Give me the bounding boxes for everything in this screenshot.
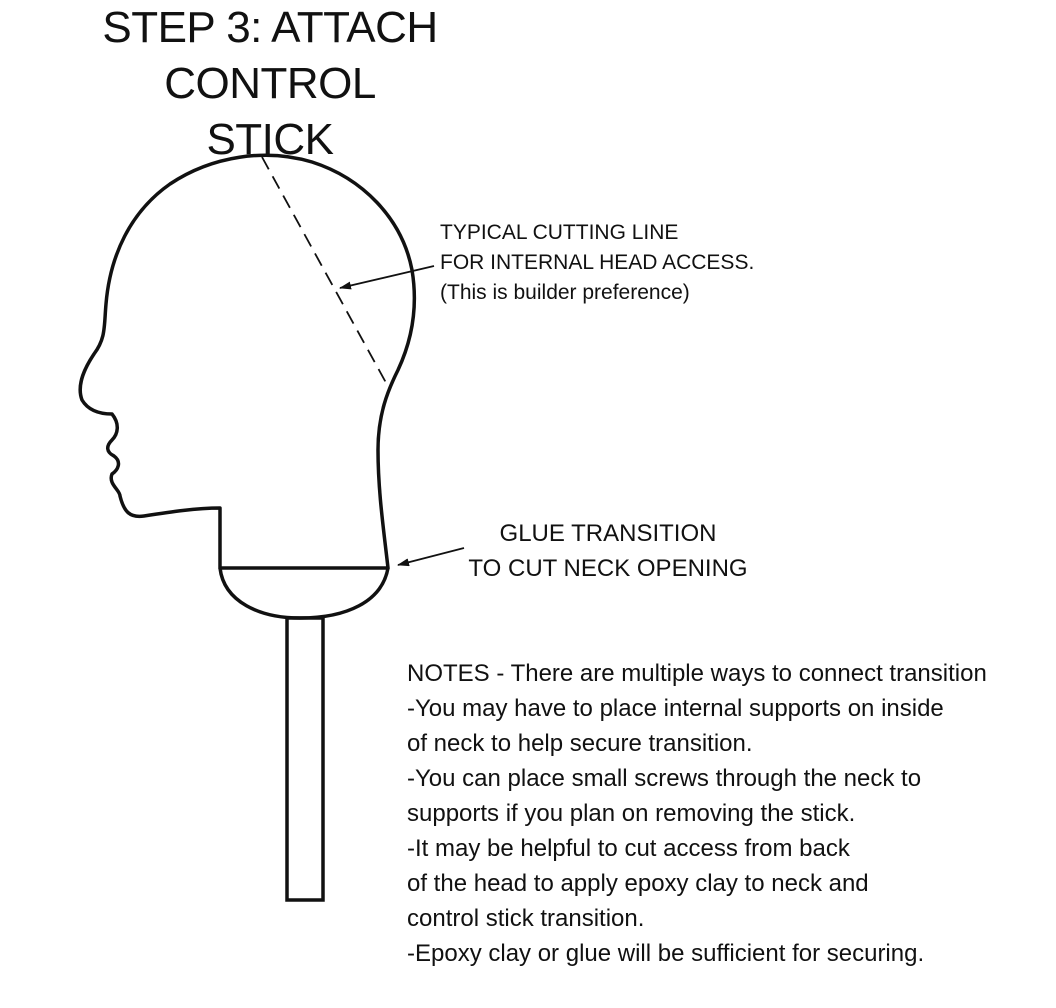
neck-transition [220, 568, 388, 618]
glue-transition-callout-line-2: TO CUT NECK OPENING [468, 555, 748, 582]
notes-line: control stick transition. [407, 905, 645, 932]
glue-transition-callout-line-1: GLUE TRANSITION [499, 520, 717, 547]
glue-transition-arrow [398, 548, 464, 565]
title-line-2: STICK [206, 115, 334, 164]
cutting-line-arrow [340, 266, 434, 288]
cutting-line-callout-line-1: TYPICAL CUTTING LINE [440, 221, 679, 244]
cutting-line-callout-line-3: (This is builder preference) [440, 281, 690, 304]
notes-line: supports if you plan on removing the stick. [407, 800, 856, 827]
notes-line: NOTES - There are multiple ways to connect transition [407, 660, 987, 687]
notes-line: of neck to help secure transition. [407, 730, 753, 757]
control-stick [287, 618, 323, 900]
cutting-line-dashed [262, 157, 390, 390]
notes-line: -It may be helpful to cut access from back [407, 835, 850, 862]
notes-line: -You may have to place internal supports on inside [407, 695, 944, 722]
notes-line: -Epoxy clay or glue will be sufficient for securing. [407, 940, 925, 967]
notes-block [407, 656, 987, 971]
cutting-line-callout [440, 218, 754, 308]
notes-line: -You can place small screws through the neck to [407, 765, 922, 792]
glue-transition-callout [458, 516, 758, 586]
head-profile-outline [80, 155, 414, 568]
cutting-line-callout-line-2: FOR INTERNAL HEAD ACCESS. [440, 251, 755, 274]
notes-line: of the head to apply epoxy clay to neck and [407, 870, 869, 897]
title-line-1: STEP 3: ATTACH CONTROL [102, 3, 438, 108]
